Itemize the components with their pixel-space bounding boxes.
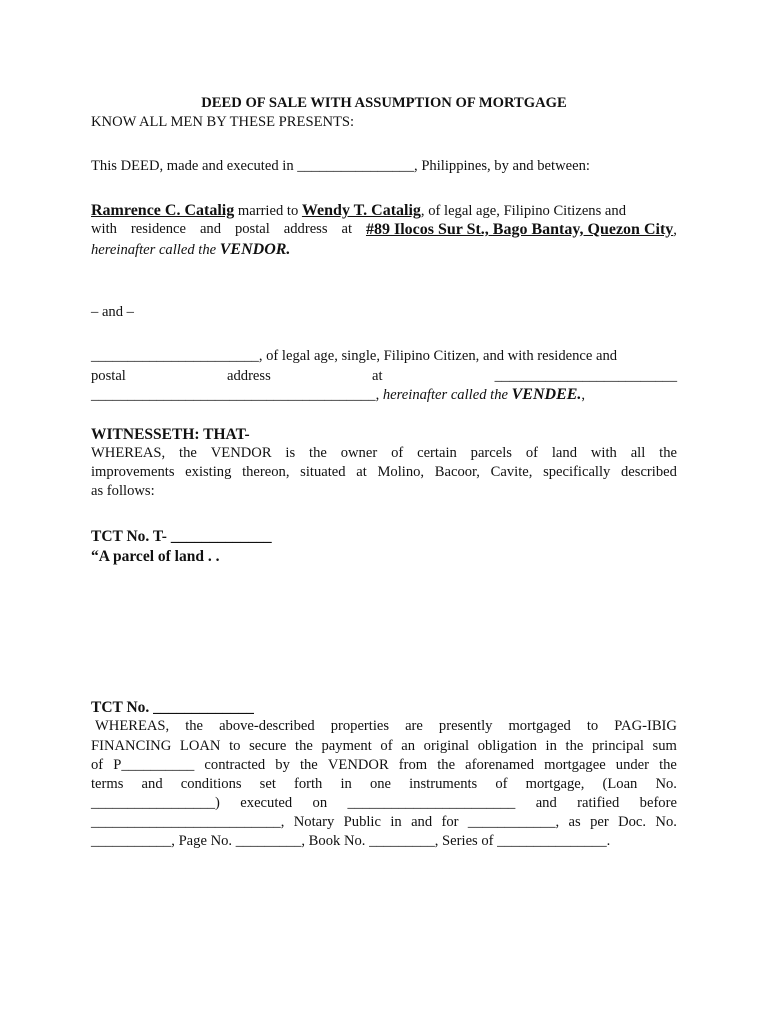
word: of: [380, 738, 393, 754]
word: an: [401, 738, 415, 754]
word: original: [423, 738, 470, 754]
word: postal: [91, 368, 126, 384]
word: address: [227, 368, 271, 384]
word: No.: [655, 814, 677, 830]
word: at: [372, 368, 383, 384]
word: in: [545, 738, 557, 754]
word: existing: [185, 464, 232, 480]
word: land: [551, 445, 578, 461]
word: Public: [343, 814, 381, 830]
word: _______________________: [347, 795, 516, 811]
word: aforenamed: [465, 757, 535, 773]
word: _________________): [91, 795, 220, 811]
word: in: [390, 814, 402, 830]
tct1-label: TCT No. T- _____________: [91, 528, 272, 545]
word: all: [630, 445, 646, 461]
word: the: [659, 445, 677, 461]
witnesseth-line: [91, 463, 677, 482]
vendee-called: hereinafter called the: [382, 387, 512, 403]
word: VENDOR: [210, 445, 272, 461]
word: Molino,: [377, 464, 425, 480]
word: per: [590, 814, 609, 830]
word: principal: [592, 738, 644, 754]
vendor-role: VENDOR.: [219, 241, 291, 258]
tct2-last-line: ___________, Page No. _________, Book No. _________, Series of _______________.: [91, 833, 611, 849]
word: WHEREAS,: [91, 445, 166, 461]
vendor-line-1-rest: , of legal age, Filipino Citizens and: [420, 203, 626, 219]
word: at: [356, 464, 367, 480]
vendor-name-2: Wendy T. Catalig: [301, 202, 421, 219]
tct2-line: [91, 717, 677, 736]
word: WHEREAS,: [95, 718, 170, 734]
word: by: [275, 757, 290, 773]
word: with: [91, 221, 117, 237]
word: improvements: [91, 464, 175, 480]
vendor-line-3: [91, 240, 677, 260]
word: Notary: [293, 814, 335, 830]
vendor-name-1: Ramrence C. Catalig: [91, 202, 235, 219]
word: FINANCING: [91, 738, 172, 754]
word: VENDOR: [327, 757, 389, 773]
tct2-line: [91, 794, 677, 813]
vendor-address-comma: ,: [673, 222, 677, 238]
vendee-role: VENDEE.: [511, 386, 582, 403]
word: instruments: [409, 776, 478, 792]
vendee-trail: ,: [581, 387, 586, 403]
word: before: [639, 795, 677, 811]
word: of: [391, 445, 404, 461]
word: of: [525, 445, 539, 461]
word: the: [309, 445, 327, 461]
vendor-address-group: [366, 220, 677, 240]
witnesseth-heading: WITNESSETH: THAT-: [91, 426, 250, 443]
word: address: [283, 221, 328, 237]
tct2-label: TCT No. _____________: [91, 699, 254, 716]
tct2-line: [91, 775, 677, 794]
vendor-line-1: [91, 201, 677, 221]
vendor-married-to: married to: [234, 203, 302, 219]
word: conditions: [180, 776, 242, 792]
word: from: [398, 757, 428, 773]
word: is: [285, 445, 296, 461]
word: Doc.: [618, 814, 647, 830]
word: executed: [240, 795, 293, 811]
word: owner: [340, 445, 378, 461]
word: as: [568, 814, 581, 830]
word: certain: [417, 445, 457, 461]
word: in: [340, 776, 352, 792]
tct2-line: [91, 756, 677, 775]
word: properties: [330, 718, 390, 734]
vendee-address-blank-2: _______________________________________,: [91, 387, 383, 403]
word: sum: [652, 738, 677, 754]
vendor-called: hereinafter called the: [91, 242, 220, 258]
and-separator: – and –: [91, 304, 134, 320]
word: the: [437, 757, 456, 773]
word: and: [535, 795, 557, 811]
word: and: [141, 776, 163, 792]
word: on: [312, 795, 328, 811]
word: PAG-IBIG: [614, 718, 677, 734]
word: Cavite,: [490, 464, 533, 480]
word: postal: [234, 221, 270, 237]
word: the: [295, 738, 313, 754]
word: terms: [91, 776, 124, 792]
word: the: [565, 738, 584, 754]
witnesseth-last-line: as follows:: [91, 483, 155, 499]
word: P__________: [113, 757, 195, 773]
word: the: [179, 445, 197, 461]
tct2-line: [91, 737, 677, 756]
tct2-line: [91, 813, 677, 832]
word: at: [341, 221, 353, 237]
word: mortgage,: [525, 776, 585, 792]
word: forth: [293, 776, 323, 792]
word: presently: [438, 718, 493, 734]
word: contracted: [204, 757, 266, 773]
word: one: [369, 776, 392, 792]
word: and: [411, 814, 433, 830]
word: of: [91, 757, 104, 773]
word: residence: [130, 221, 186, 237]
intro-paragraph: This DEED, made and executed in ________________, Philippines, by and between:: [91, 158, 590, 174]
word: specifically: [543, 464, 611, 480]
word: to: [586, 718, 599, 734]
word: parcels: [470, 445, 512, 461]
tct1-parcel: “A parcel of land . .: [91, 548, 220, 565]
word: described: [621, 464, 677, 480]
word: mortgagee: [544, 757, 606, 773]
word: mortgaged: [508, 718, 571, 734]
word: with: [590, 445, 617, 461]
word: Bacoor,: [434, 464, 480, 480]
vendor-line-2: [91, 220, 677, 240]
word: above-described: [219, 718, 315, 734]
word: set: [259, 776, 276, 792]
word: the: [659, 757, 677, 773]
word: LOAN: [179, 738, 221, 754]
word: __________________________,: [91, 814, 285, 830]
document-subtitle: KNOW ALL MEN BY THESE PRESENTS:: [91, 114, 355, 130]
word: ratified: [577, 795, 620, 811]
word: the: [185, 718, 204, 734]
word: No.: [655, 776, 677, 792]
word: secure: [249, 738, 287, 754]
word: (Loan: [602, 776, 638, 792]
word: payment: [321, 738, 372, 754]
word: to: [229, 738, 241, 754]
word: for: [441, 814, 459, 830]
word: under: [615, 757, 649, 773]
vendor-address: #89 Ilocos Sur St., Bago Bantay, Quezon City: [365, 221, 674, 238]
word: ____________,: [467, 814, 560, 830]
word: are: [405, 718, 423, 734]
vendee-address-blank: _________________________: [494, 368, 677, 384]
word: of: [495, 776, 508, 792]
word: thereon,: [242, 464, 290, 480]
document-title: DEED OF SALE WITH ASSUMPTION OF MORTGAGE: [201, 95, 567, 111]
vendee-line-3: [91, 385, 677, 405]
word: the: [299, 757, 318, 773]
word: situated: [300, 464, 346, 480]
word: obligation: [477, 738, 537, 754]
word: and: [199, 221, 222, 237]
witnesseth-line: [91, 444, 677, 463]
vendee-line-1: _______________________, of legal age, single, Filipino Citizen, and with residence and: [91, 348, 618, 364]
